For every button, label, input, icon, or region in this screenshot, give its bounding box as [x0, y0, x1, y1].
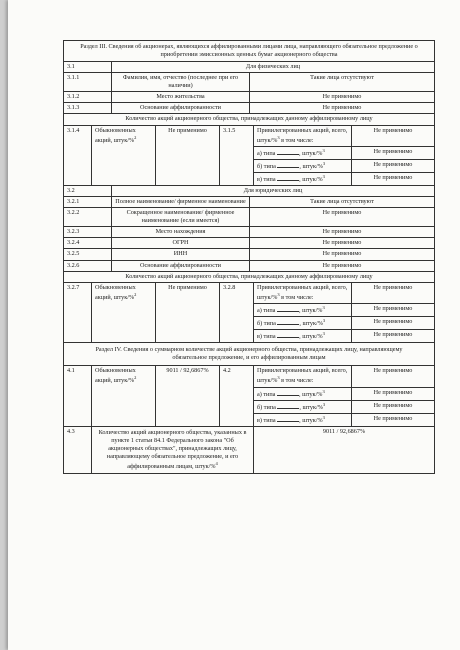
row-3-2-7-8	[64, 283, 434, 344]
row-number: 4.2	[220, 366, 254, 426]
row-value: Не применимо	[322, 228, 362, 236]
row-4-3	[64, 427, 434, 473]
row-label: Место жительства	[112, 92, 250, 102]
row-value: Не применимо	[373, 414, 413, 422]
shares-header-text: Количество акций акционерного общества, принадлежащих данному аффилированному лицу	[125, 115, 373, 123]
row-number: 3.1.2	[64, 92, 112, 102]
row-number: 3.1.5	[220, 126, 254, 186]
row-value: Не применимо	[373, 160, 413, 168]
shares-header-text: Количество акций акционерного общества, принадлежащих данному аффилированному лицу	[125, 272, 373, 280]
row-label: Фамилия, имя, отчество (последнее при его наличии)	[112, 73, 250, 91]
row-value: Не применимо	[373, 388, 413, 396]
row-value: Не применимо	[322, 250, 362, 258]
row-label: Для физических лиц	[245, 63, 301, 71]
shares-header	[64, 114, 434, 125]
row-number: 3.2.8	[220, 283, 254, 343]
row-value: Не применимо	[156, 283, 220, 343]
form-table	[63, 40, 435, 474]
row-value: Не применимо	[373, 331, 413, 339]
row-number: 3.1.1	[64, 73, 112, 91]
row-value: Не применимо	[373, 283, 413, 291]
row-number: 3.2.2	[64, 208, 112, 226]
row-3-2	[64, 186, 434, 197]
row-value: Не применимо	[373, 126, 413, 134]
document-page	[8, 0, 460, 650]
row-number: 3.1.4	[64, 126, 92, 186]
row-value: Не применимо	[373, 304, 413, 312]
row-3-2-4	[64, 238, 434, 249]
row-label: Основание аффилированности	[112, 103, 250, 113]
row-label: Сокращенное наименование/ фирменное наименование (если имеется)	[112, 208, 250, 226]
row-value: Не применимо	[373, 147, 413, 155]
row-value: Не применимо	[322, 261, 362, 269]
row-number: 3.1.3	[64, 103, 112, 113]
row-3-2-3	[64, 227, 434, 238]
row-value: Не применимо	[373, 173, 413, 181]
row-value: Не применимо	[373, 317, 413, 325]
row-number: 3.1	[64, 62, 112, 72]
row-4-1-2	[64, 366, 434, 427]
row-3-2-6	[64, 261, 434, 272]
row-3-1-1	[64, 73, 434, 92]
ordinary-shares-label: Обыкновенных акций, штук/%$^2$	[92, 126, 156, 186]
row-3-1-4-5	[64, 126, 434, 187]
row-label: Для юридических лиц	[243, 187, 303, 195]
section-title: Раздел IV. Сведения о суммарном количестве акций акционерного общества, принадлежащих лицу, направляющему обязательное предложение, и его аффилированным лицам	[95, 346, 403, 362]
row-label: Место нахождения	[112, 227, 250, 237]
row-number: 4.3	[64, 427, 92, 473]
preferred-shares-block: Привилегированных акций, всего, штук/%$^3$ в том числе: Не применимо а) типа , штук/%$^3$ Не применимо б) типа , штук/%$^3$ Не применимо в) типа , штук/%$^3$ Не применимо	[254, 283, 434, 343]
row-value: Не применимо	[373, 401, 413, 409]
row-label: Основание аффилированности	[112, 261, 250, 271]
row-3-1-2	[64, 92, 434, 103]
section-title: Раздел III. Сведения об акционерах, являющихся аффилированными лицами лица, направляющего обязательное предложение о приобретении эмиссионных ценных бумаг акционерного общества	[80, 43, 418, 59]
row-3-2-2	[64, 208, 434, 227]
row-label: ИНН	[112, 249, 250, 259]
preferred-shares-block: Привилегированных акций, всего, штук/%$^3$ в том числе: Не применимо а) типа , штук/%$^3$ Не применимо б) типа , штук/%$^3$ Не применимо в) типа , штук/%$^3$ Не применимо	[254, 366, 434, 426]
row-number: 3.2.1	[64, 197, 112, 207]
row-number: 3.2.6	[64, 261, 112, 271]
row-value: Такие лица отсутствуют	[310, 198, 374, 206]
row-number: 4.1	[64, 366, 92, 426]
row-number: 3.2.5	[64, 249, 112, 259]
row-value: 9011 / 92,6867%	[322, 427, 366, 435]
row-3-1	[64, 62, 434, 73]
section-3-title	[64, 41, 434, 62]
row-number: 3.2.7	[64, 283, 92, 343]
row-value: Такие лица отсутствуют	[310, 74, 374, 82]
ordinary-shares-label: Обыкновенных акций, штук/%$^2$	[92, 366, 156, 426]
preferred-shares-block: Привилегированных акций, всего, штук/%$^3$ в том числе: Не применимо а) типа , штук/%$^3$ Не применимо б) типа , штук/%$^3$ Не применимо в) типа , штук/%$^3$ Не применимо	[254, 126, 434, 186]
row-3-2-5	[64, 249, 434, 260]
section-4-title	[64, 343, 434, 366]
row-number: 3.2.3	[64, 227, 112, 237]
ordinary-shares-label: Обыкновенных акций, штук/%$^2$	[92, 283, 156, 343]
row-3-1-3	[64, 103, 434, 114]
row-value: Не применимо	[322, 239, 362, 247]
row-value: Не применимо	[373, 367, 413, 375]
row-value: Не применимо	[322, 93, 362, 101]
row-label: Количество акций акционерного общества, указанных в пункте 1 статьи 84.1 Федерального закона "Об акционерных обществах", принадлежащих лицу, направляющему обязательное предложение, и его аффилированным лицам, штук/%$^4$	[92, 427, 254, 473]
row-value: Не применимо	[322, 104, 362, 112]
row-number: 3.2	[64, 186, 112, 196]
row-3-2-1	[64, 197, 434, 208]
row-label: ОГРН	[112, 238, 250, 248]
row-value: 9011 / 92,6867%	[156, 366, 220, 426]
shares-header-2	[64, 272, 434, 283]
row-number: 3.2.4	[64, 238, 112, 248]
row-value: Не применимо	[322, 209, 362, 217]
row-label: Полное наименование/ фирменное наименование	[112, 197, 250, 207]
row-value: Не применимо	[156, 126, 220, 186]
